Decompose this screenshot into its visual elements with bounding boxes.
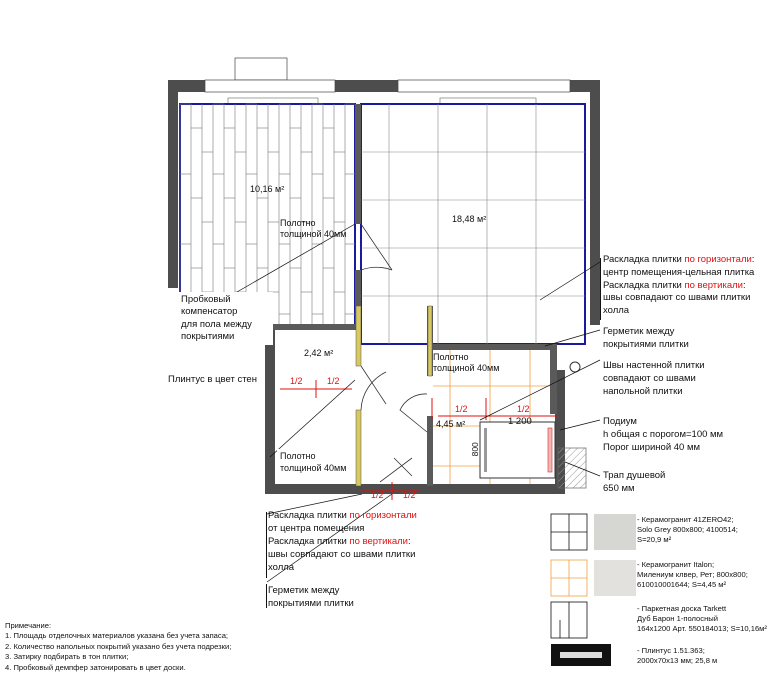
hall-area-label: 18,48 м² — [452, 214, 487, 224]
drain-note: Трап душевой 650 мм — [603, 470, 666, 494]
half-mark: 1/2 — [455, 404, 468, 414]
legend-item: - Плинтус 1.51.363; 2000х70х13 мм; 25,8 м — [637, 646, 718, 665]
leader-bracket — [600, 258, 601, 320]
legend-item: - Паркетная доска Tarkett Дуб Барон 1-полосный 164х1200 Арт. 550184013; S=10,16м² — [637, 604, 767, 633]
sealant-note-bottom: Герметик между покрытиями плитки — [268, 585, 354, 610]
wall-tile-note: Швы настенной плитки совпадают со швами напольной плитки — [603, 360, 705, 397]
bedroom-door-label: Полотно толщиной 40мм — [280, 218, 347, 240]
shower-depth-dim: 800 — [469, 442, 480, 457]
bedroom-area-label: 10,16 м² — [250, 184, 285, 194]
legend-parquet-icon — [551, 602, 587, 638]
cork-compensator-box: Пробковый компенсатор для пола между покрытиями — [177, 292, 273, 345]
half-mark: 1/2 — [517, 404, 530, 414]
toilet-area-label: 2,42 м² — [304, 348, 334, 358]
legend-tile-grey-sample — [594, 514, 636, 550]
half-mark: 1/2 — [327, 376, 340, 386]
bath-area-label: 4,45 м² — [436, 419, 466, 429]
legend-tile-light-sample — [594, 560, 636, 596]
plinth-label: Плинтус в цвет стен — [168, 374, 257, 385]
shower-drain — [484, 428, 487, 472]
sealant-note-right: Герметик между покрытиями плитки — [603, 326, 689, 350]
shower-glass — [548, 428, 552, 472]
legend-item: - Керамогранит Italon; Милениум клвер, Рет; 800х800; 610010001644; S=4,45 м² — [637, 560, 748, 589]
tile-layout-note-right: Раскладка плитки по горизонтали: центр помещения-цельная плитка Раскладка плитки по вертикали: швы совпадают со швами плитки холла — [603, 254, 755, 317]
half-mark: 1/2 — [403, 490, 416, 500]
bath-door-label: Полотно толщиной 40мм — [433, 352, 500, 374]
shower-width-dim: 1 200 — [508, 416, 532, 427]
legend-tile-orange-icon — [551, 560, 587, 596]
half-mark: 1/2 — [290, 376, 303, 386]
notes-block: Примечание: 1. Площадь отделочных материалов указана без учета запаса; 2. Количество напольных покрытий указано без учета подрезки; 3. Затирку подбирать в тон плитки; 4. Пробковый демпфер затонировать в цвет доски. — [5, 621, 232, 672]
toilet-door-label: Полотно толщиной 40мм — [277, 449, 349, 476]
legend-tile-grey-icon — [551, 514, 587, 550]
tile-layout-note-bottom: Раскладка плитки по горизонтали от центра помещения Раскладка плитки по вертикали: швы совпадают со швами плитки холла — [268, 510, 417, 574]
legend-item: - Керамогранит 41ZERO42; Solo Grey 800х800; 4100514; S=20,9 м² — [637, 515, 738, 544]
leader-bracket — [266, 584, 267, 608]
leader-bracket — [266, 512, 267, 578]
podium-note: Подиум h общая с порогом=100 мм Порог шириной 40 мм — [603, 416, 724, 453]
shower-tray — [480, 422, 555, 478]
half-mark: 1/2 — [371, 490, 384, 500]
podium-hatch — [558, 448, 586, 488]
